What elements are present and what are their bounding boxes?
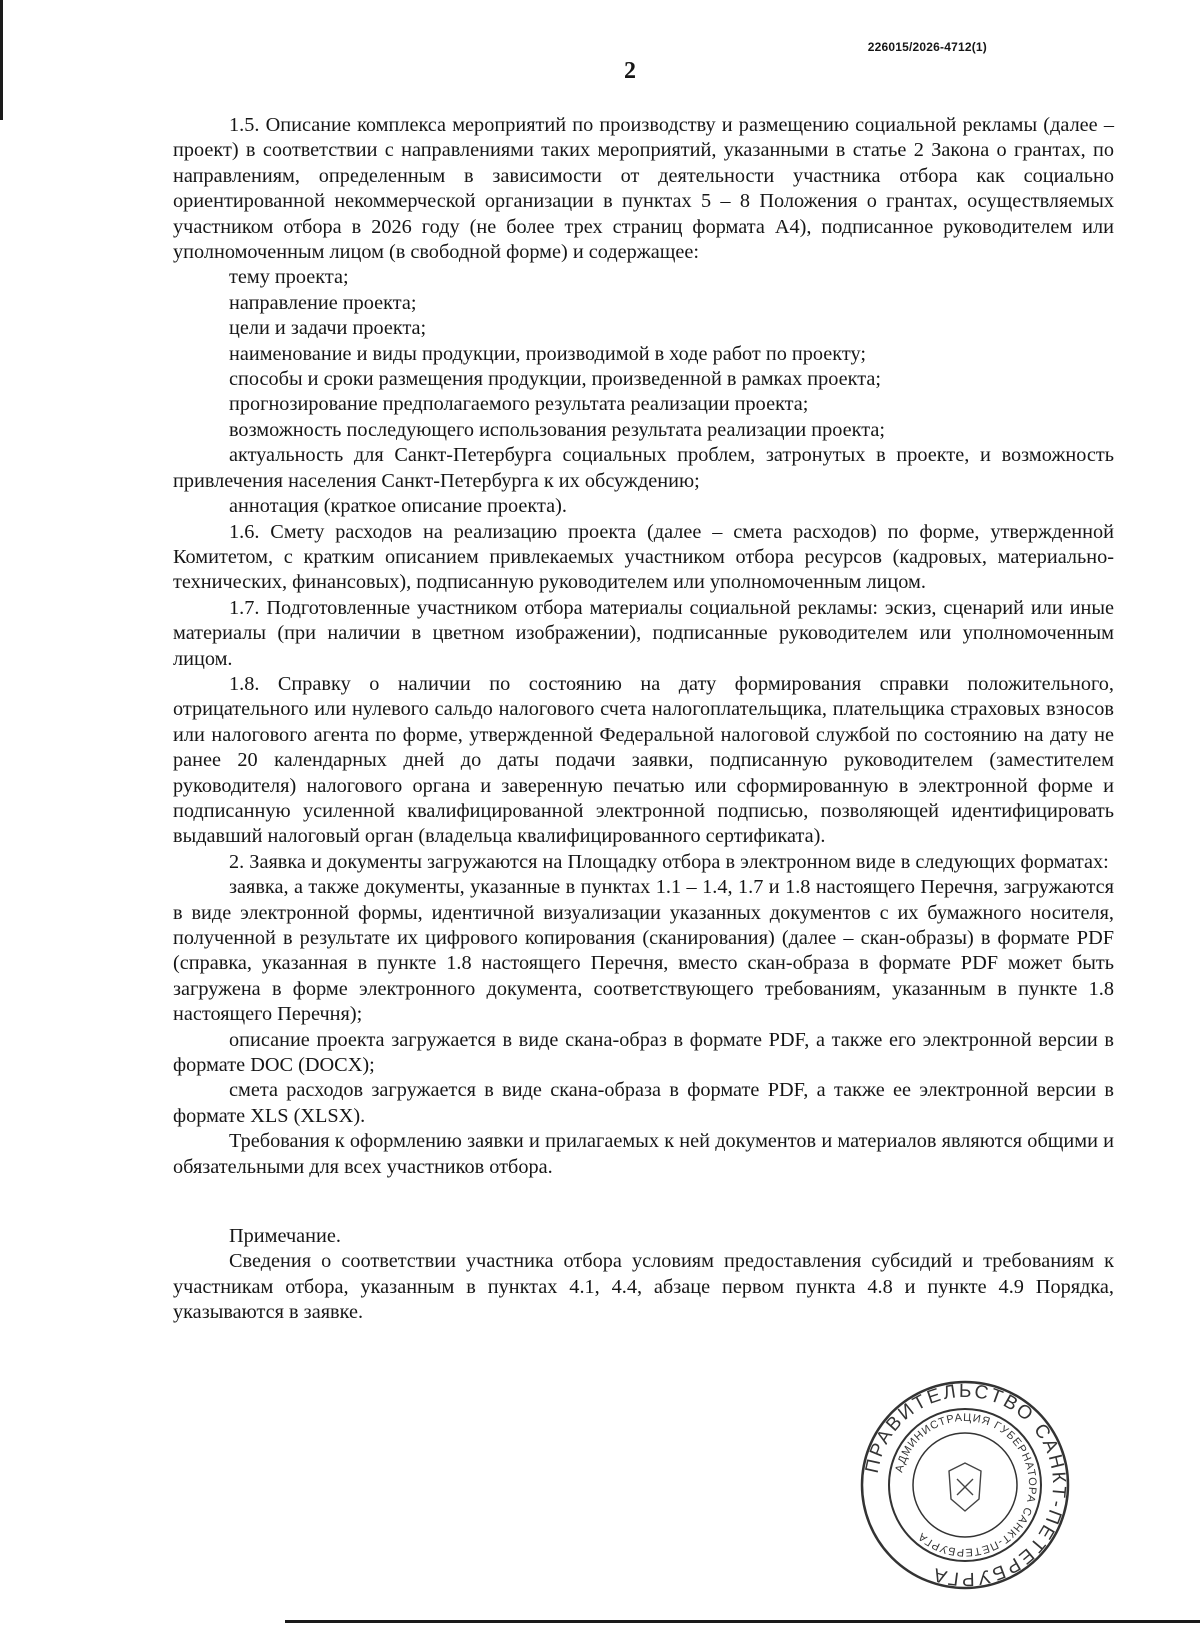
paragraph: описание проекта загружается в виде скана-образ в формате PDF, а также его электронной версии в формате DOC (DOCX); <box>173 1028 1114 1077</box>
paragraph: 1.6. Смету расходов на реализацию проекта (далее – смета расходов) по форме, утвержденной Комитетом, с кратким описанием привлекаемых участником отбора ресурсов (кадровых, материально-технических, финансовых), подписанную руководителем или уполномоченным лицом. <box>173 520 1114 594</box>
document-number: 226015/2026-4712(1) <box>867 40 987 54</box>
list-item: прогнозирование предполагаемого результата реализации проекта; <box>229 393 809 416</box>
list-item: способы и сроки размещения продукции, произведенной в рамках проекта; <box>229 368 882 391</box>
list-item: наименование и виды продукции, производимой в ходе работ по проекту; <box>229 342 866 365</box>
seal-inner-text: АДМИНИСТРАЦИЯ ГУБЕРНАТОРА САНКТ-ПЕТЕРБУРГА <box>893 1411 1039 1559</box>
paragraph: актуальность для Санкт-Петербурга социальных проблем, затронутых в проекте, и возможность привлечения населения Санкт-Петербурга к их обсуждению; <box>173 444 1114 492</box>
list-item: тему проекта; <box>229 266 349 289</box>
paragraph: Сведения о соответствии участника отбора условиям предоставления субсидий и требованиям к участникам отбора, указанным в пунктах 4.1, 4.4, абзаце первом пункта 4.8 и пункте 4.9 Порядка, указываются в заявке. <box>173 1250 1114 1324</box>
document-body <box>173 113 1114 1326</box>
list-item: аннотация (краткое описание проекта). <box>229 495 567 518</box>
paragraph: 1.5. Описание комплекса мероприятий по производству и размещению социальной рекламы (далее – проект) в соответствии с направлениями таких мероприятий, указанными в статье 2 Закона о грантах, по направлениям, определенным в зависимости от деятельности участника отбора как социально ориентированной некоммерческой организации в пунктах 5 – 8 Положения о грантах, осуществляемых участником отбора в 2026 году (не более трех страниц формата А4), подписанное руководителем или уполномоченным лицом (в свободной форме) и содержащее: <box>173 114 1114 264</box>
list-item: возможность последующего использования результата реализации проекта; <box>229 418 885 441</box>
paragraph: 2. Заявка и документы загружаются на Площадку отбора в электронном виде в следующих форматах: <box>229 850 1109 873</box>
paragraph: смета расходов загружается в виде скана-образа в формате PDF, а также ее электронной версии в формате XLS (XLSX). <box>173 1079 1114 1127</box>
note-heading: Примечание. <box>229 1225 341 1248</box>
list-item: цели и задачи проекта; <box>229 317 427 340</box>
scan-bottom-edge <box>285 1620 1200 1623</box>
list-item: направление проекта; <box>229 291 417 314</box>
paragraph: Требования к оформлению заявки и прилагаемых к ней документов и материалов являются общими и обязательными для всех участников отбора. <box>173 1130 1114 1178</box>
seal-outer-text: ПРАВИТЕЛЬСТВО САНКТ-ПЕТЕРБУРГА <box>861 1380 1070 1590</box>
paragraph: 1.7. Подготовленные участником отбора материалы социальной рекламы: эскиз, сценарий или иные материалы (при наличии в цветном изображении), подписанные руководителем или уполномоченным лицом. <box>173 596 1114 670</box>
page-number: 2 <box>624 58 636 84</box>
coat-of-arms-emblem <box>949 1463 981 1511</box>
paragraph: заявка, а также документы, указанные в пунктах 1.1 – 1.4, 1.7 и 1.8 настоящего Перечня, загружаются в виде электронной формы, идентичной визуализации указанных документов с их бумажного носителя, полученной в результате их цифрового копирования (сканирования) (далее – скан-образы) в формате PDF (справка, указанная в пункте 1.8 настоящего Перечня, вместо скан-образа в формате PDF может быть загружена в форме электронного документа, соответствующего требованиям, указанным в пункте 1.8 настоящего Перечня); <box>173 876 1114 1026</box>
paragraph: 1.8. Справку о наличии по состоянию на дату формирования справки положительного, отрицательного или нулевого сальдо налогового счета налогоплательщика, плательщика страховых взносов или налогового агента по форме, утвержденной Федеральной налоговой службой по состоянию на дату не ранее 20 календарных дней до даты подачи заявки, подписанную руководителем (заместителем руководителя) налогового органа и заверенную печатью или сформированную в электронной форме и подписанную усиленной квалифицированной электронной подписью, позволяющей идентифицировать выдавший налоговый орган (владельца квалифицированного сертификата). <box>173 672 1114 848</box>
official-seal <box>859 1379 1071 1591</box>
